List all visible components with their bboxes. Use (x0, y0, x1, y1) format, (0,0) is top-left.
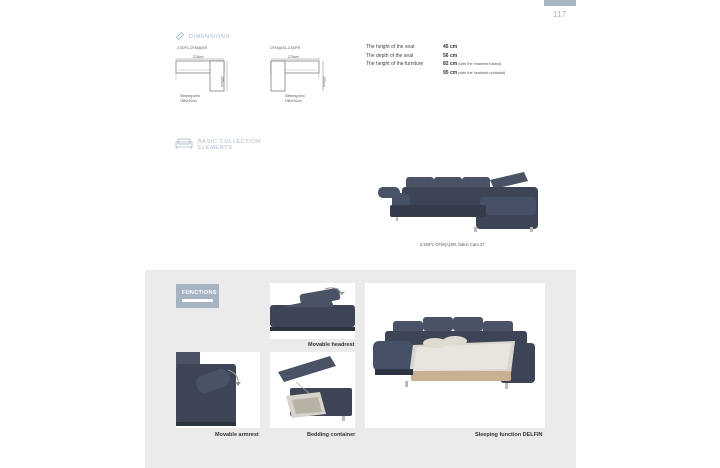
collection-title-line2: ELEMENTS (198, 145, 233, 151)
sofa-diagram-right (268, 58, 330, 98)
collection-title: BASIC COLLECTION (198, 139, 261, 145)
spec-number: 56 (443, 53, 449, 59)
bedding-container-photo (270, 352, 355, 428)
diagram-model-label: 2.5OFL-OTM(A)SR (177, 46, 208, 50)
diagram-width-label: 276cm (193, 55, 204, 59)
sofa-icon (175, 138, 193, 150)
sleeping-area-label: Sleeping area (285, 94, 305, 98)
armrest-caption: Movable armrest (215, 432, 259, 438)
diagram-depth-label: 205cm (220, 76, 224, 87)
spec-unit: cm (449, 70, 458, 76)
spec-unit: cm (449, 44, 458, 50)
page-number: 117 (553, 10, 567, 19)
diagram-width-label: 276cm (288, 55, 299, 59)
page-tab-marker (544, 0, 576, 6)
spec-unit: cm (449, 61, 458, 67)
functions-badge (176, 284, 219, 308)
diagram-model-label: OTM(A)SL-2.5OFR (270, 46, 301, 50)
sleeping-function-photo (365, 283, 545, 428)
sleeping-function-caption: Sleeping function DELFIN (475, 432, 543, 438)
spec-value (443, 44, 457, 50)
spec-note: (with the headrest unfolded) (458, 71, 506, 75)
sleeping-area-label: Sleeping area (180, 94, 200, 98)
corner-sofa-photo (376, 167, 541, 237)
main-photo-caption: 2.5OFL-OTM(A)SR, fabric Caro 37 (420, 242, 485, 247)
dimensions-title: DIMENSIONS (189, 34, 230, 40)
spec-unit: cm (449, 53, 458, 59)
headrest-caption: Movable headrest (308, 342, 355, 348)
armrest-photo (176, 352, 260, 428)
headrest-photo (270, 283, 355, 339)
spec-number: 82 (443, 61, 449, 67)
spec-label: The height of the furniture (366, 61, 424, 67)
sleeping-area-size: 198x120cm (180, 99, 197, 103)
ruler-icon (175, 31, 185, 41)
spec-number: 95 (443, 70, 449, 76)
sleeping-area-size: 198x120cm (285, 99, 302, 103)
spec-number: 45 (443, 44, 449, 50)
spec-label: The depth of the seat (366, 53, 414, 59)
badge-underline (182, 299, 213, 302)
sofa-diagram-left (174, 58, 236, 98)
spec-value (443, 70, 505, 76)
bedding-container-caption: Bedding container (307, 432, 356, 438)
spec-label: The height of the seat (366, 44, 415, 50)
spec-value (443, 61, 501, 67)
diagram-depth-label: 205cm (322, 76, 326, 87)
functions-badge-label: FUNCTIONS (182, 290, 217, 296)
spec-note: (with the headrest folded) (458, 62, 502, 66)
spec-value (443, 53, 457, 59)
